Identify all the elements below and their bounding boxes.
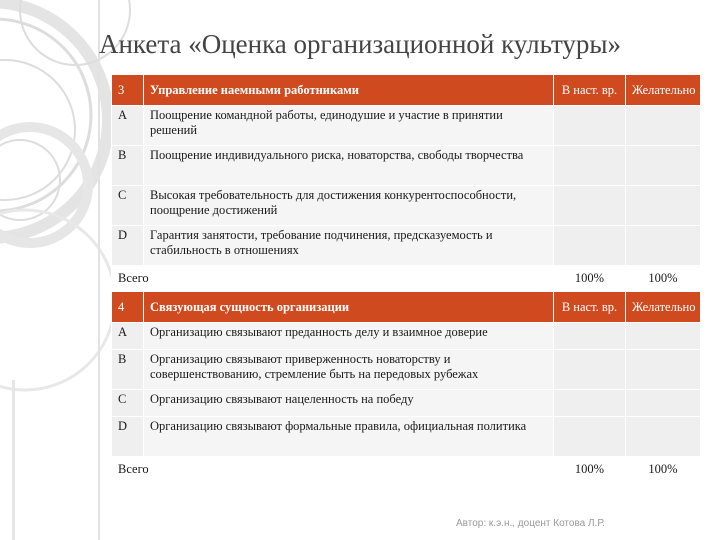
table-row (112, 323, 701, 350)
row-letter: B (112, 350, 144, 390)
column-desired-header: Желательно (626, 75, 701, 106)
desired-value-cell[interactable] (626, 323, 701, 350)
total-label: Всего (112, 266, 554, 292)
section-header (112, 75, 701, 106)
column-current-header: В наст. вр. (554, 292, 626, 323)
row-text: Организацию связывают приверженность новаторству и совершенствованию, стремление быть на передовых рубежах (144, 350, 554, 390)
total-row (112, 457, 701, 483)
desired-value-cell[interactable] (626, 186, 701, 226)
total-current: 100% (554, 266, 626, 292)
current-value-cell[interactable] (554, 226, 626, 266)
column-current-header: В наст. вр. (554, 75, 626, 106)
table-row (112, 146, 701, 186)
section-number: 3 (112, 75, 144, 106)
current-value-cell[interactable] (554, 146, 626, 186)
section-header (112, 292, 701, 323)
total-desired: 100% (626, 457, 701, 483)
row-text: Организацию связывают формальные правила, официальная политика (144, 417, 554, 457)
row-text: Поощрение индивидуального риска, новаторства, свободы творчества (144, 146, 554, 186)
section-heading: Связующая сущность организации (144, 292, 554, 323)
row-letter: C (112, 390, 144, 417)
total-row (112, 266, 701, 292)
desired-value-cell[interactable] (626, 390, 701, 417)
total-current: 100% (554, 457, 626, 483)
author-credit: Автор: к.э.н., доцент Котова Л.Р. (456, 518, 605, 529)
current-value-cell[interactable] (554, 106, 626, 146)
section-3 (112, 75, 701, 292)
section-heading: Управление наемными работниками (144, 75, 554, 106)
table-row (112, 226, 701, 266)
row-text: Поощрение командной работы, единодушие и участие в принятии решений (144, 106, 554, 146)
table-row (112, 417, 701, 457)
section-4 (112, 292, 701, 483)
current-value-cell[interactable] (554, 323, 626, 350)
section-number: 4 (112, 292, 144, 323)
row-text: Организацию связывают нацеленность на победу (144, 390, 554, 417)
desired-value-cell[interactable] (626, 146, 701, 186)
row-letter: D (112, 417, 144, 457)
row-text: Гарантия занятости, требование подчинения, предсказуемость и стабильность в отношениях (144, 226, 554, 266)
row-letter: C (112, 186, 144, 226)
column-desired-header: Желательно (626, 292, 701, 323)
row-letter: A (112, 106, 144, 146)
desired-value-cell[interactable] (626, 106, 701, 146)
row-text: Высокая требовательность для достижения конкурентоспособности, поощрение достижений (144, 186, 554, 226)
table-row (112, 350, 701, 390)
desired-value-cell[interactable] (626, 417, 701, 457)
table-row (112, 106, 701, 146)
survey-table (111, 74, 701, 483)
desired-value-cell[interactable] (626, 226, 701, 266)
row-letter: B (112, 146, 144, 186)
total-desired: 100% (626, 266, 701, 292)
desired-value-cell[interactable] (626, 350, 701, 390)
row-letter: A (112, 323, 144, 350)
current-value-cell[interactable] (554, 350, 626, 390)
current-value-cell[interactable] (554, 390, 626, 417)
row-letter: D (112, 226, 144, 266)
current-value-cell[interactable] (554, 186, 626, 226)
row-text: Организацию связывают преданность делу и взаимное доверие (144, 323, 554, 350)
table-row (112, 390, 701, 417)
total-label: Всего (112, 457, 554, 483)
page-title: Анкета «Оценка организационной культуры» (98, 29, 622, 59)
table-row (112, 186, 701, 226)
current-value-cell[interactable] (554, 417, 626, 457)
